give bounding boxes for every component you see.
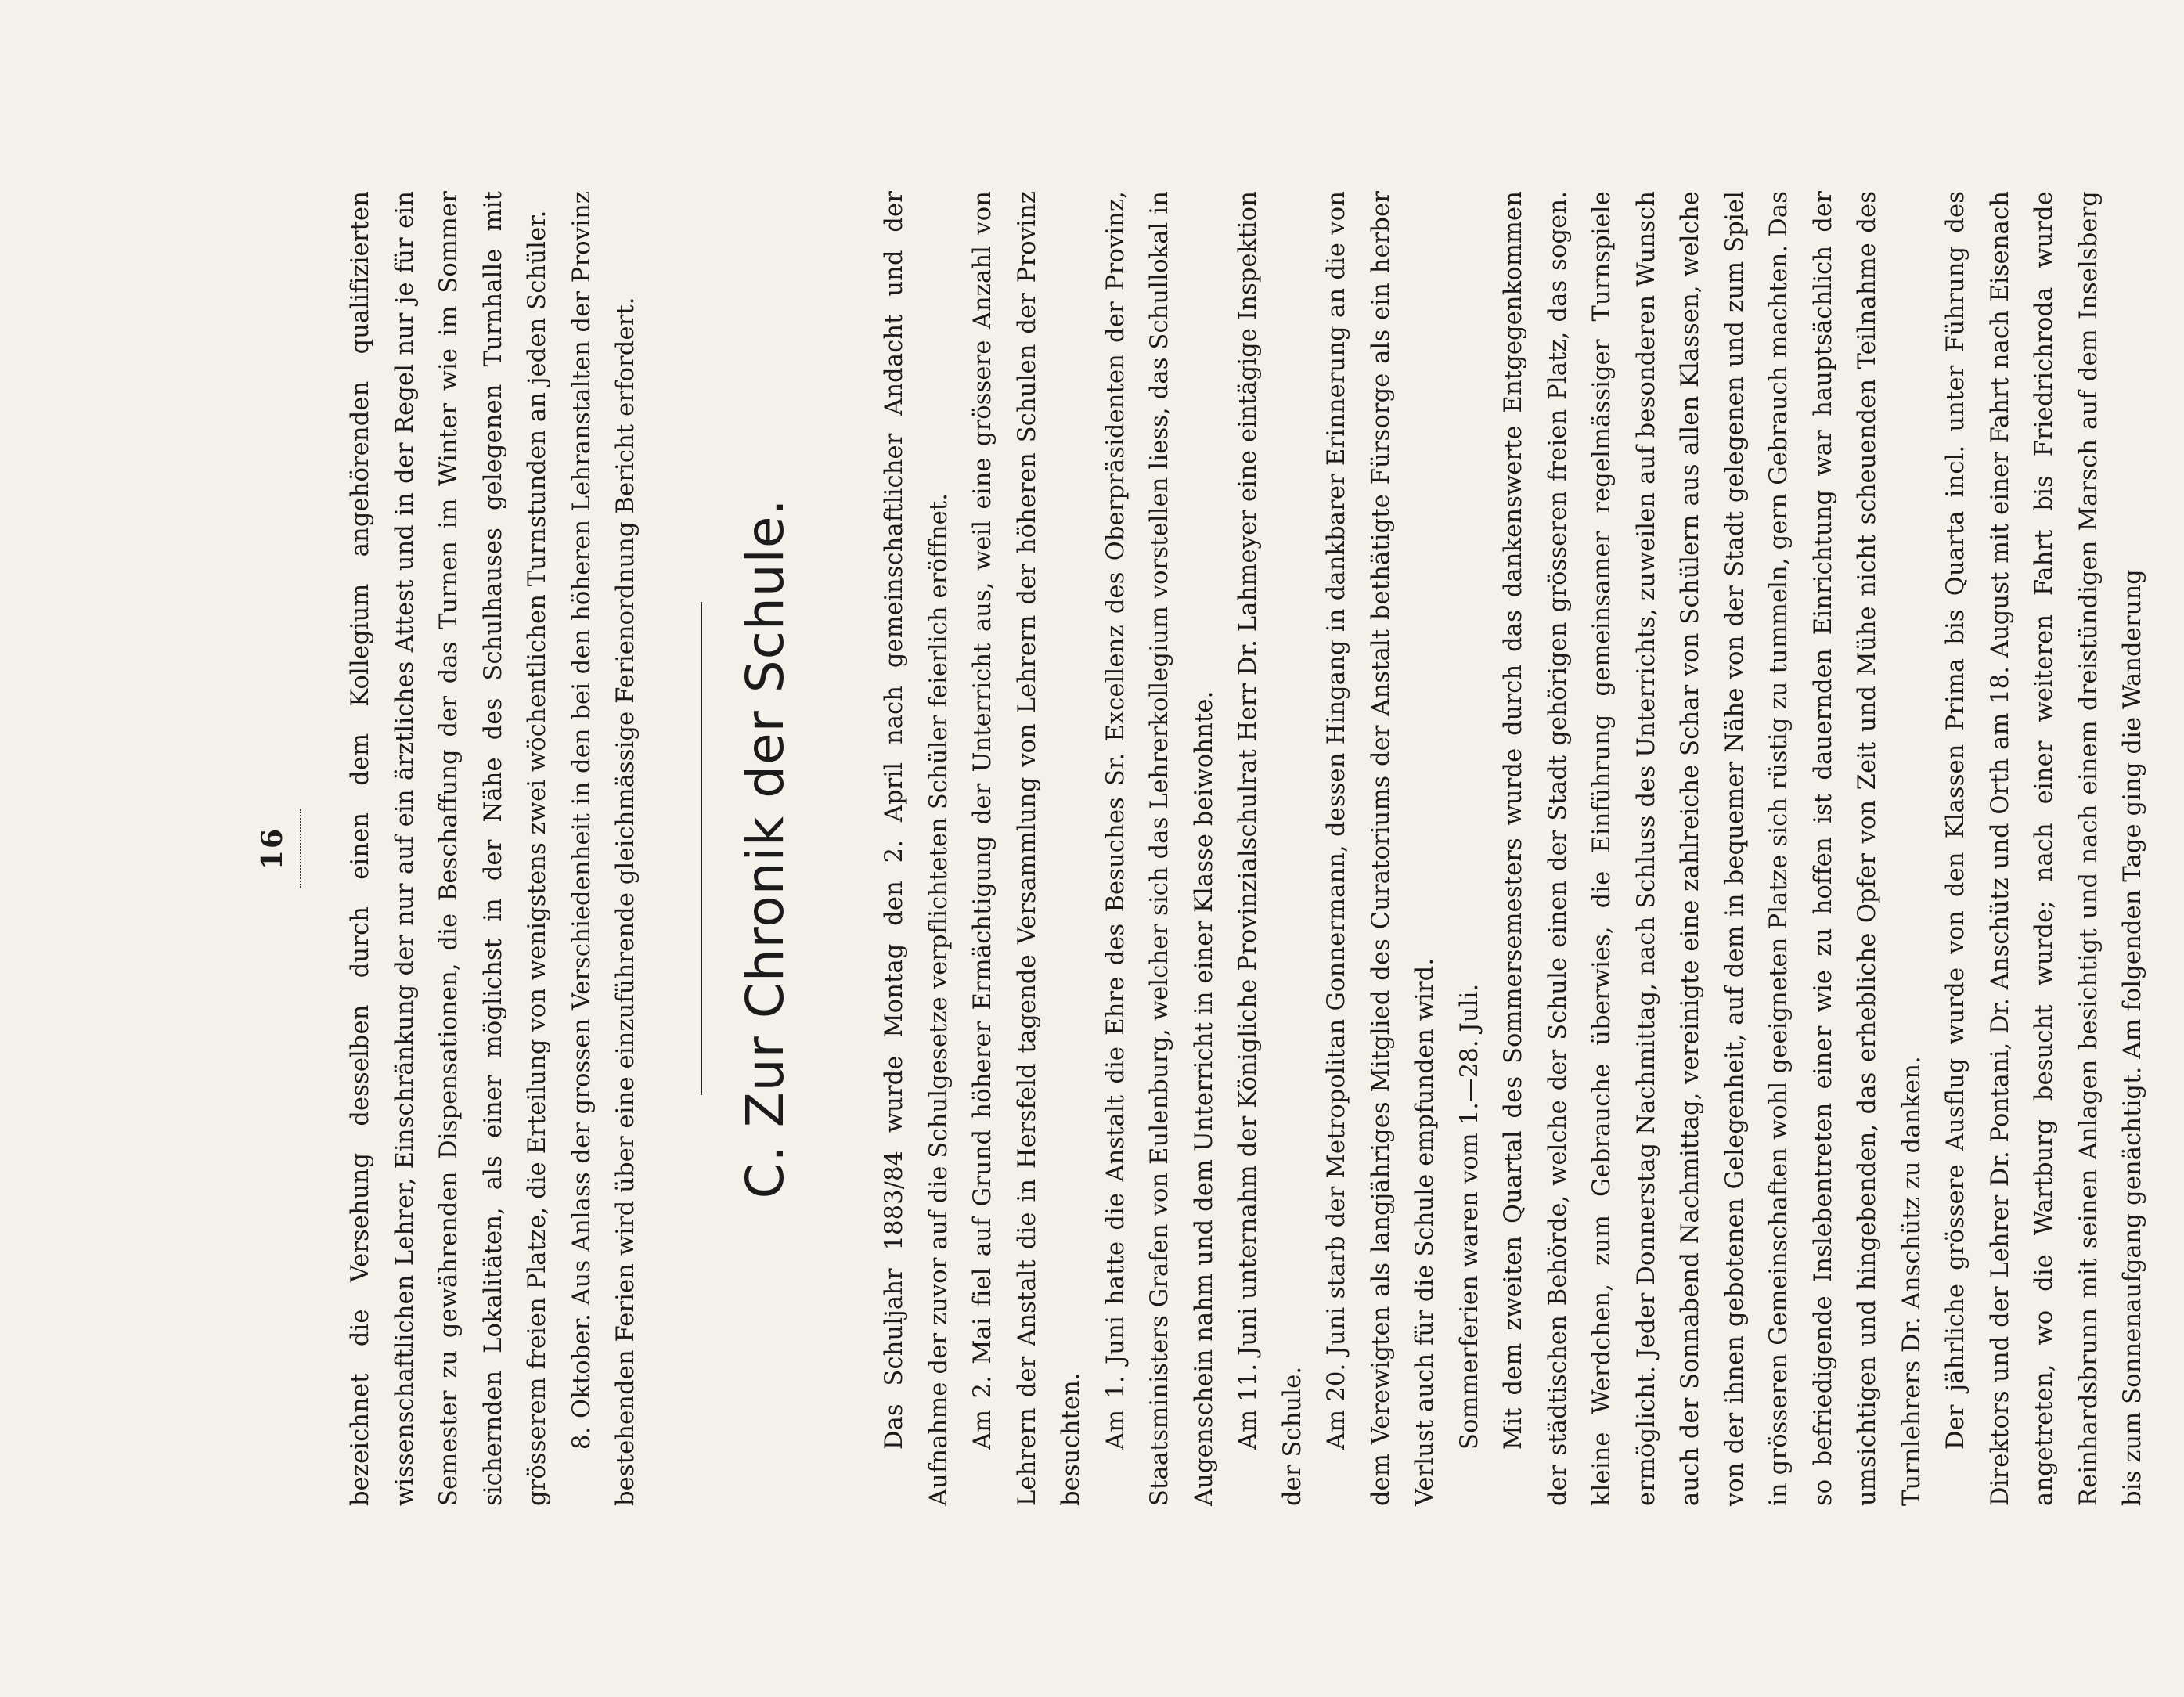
chronik-paragraph: Mit dem zweiten Quartal des Sommersemesters wurde durch das dankenswerte Entgegenkommen der städtischen Behörde, welche der Schule einen der Stadt gehörigen grösseren freien Platz, das sogen. kleine Werdchen, zum Gebrauche überwies, die Einführung gemeinsamer regelmässiger Turnspiele ermöglicht. Jeder Donnerstag Nachmittag, nach Schluss des Unterrichts, zuweilen auf besonderen Wunsch auch der Sonnabend Nachmittag, vereinigte eine zahlreiche Schar von Schülern aus allen Klassen, welche von der ihnen gebotenen Gelegenheit, auf dem in bequemer Nähe von der Stadt gelegenen und zum Spiel in grösseren Gemeinschaften wohl geeigneten Platze sich rüstig zu tummeln, gern Gebrauch machten. Das so befriedigende Inslebentreten einer wie zu hoffen ist dauernden Einrichtung war hauptsächlich der umsichtigen und hingebenden, das erhebliche Opfer von Zeit und Mühe nicht scheuenden Teilnahme des Turnlehrers Dr. Anschütz zu danken.	[1500, 191, 1926, 1506]
chronik-paragraph: Das Schuljahr 1883/84 wurde Montag den 2. April nach gemeinschaftlicher Andacht und der Aufnahme der zuvor auf die Schulgesetze verpflichteten Schüler feierlich eröffnet.	[881, 191, 953, 1506]
section-divider	[701, 602, 702, 1095]
page-number-ornament	[300, 809, 301, 888]
page-number: 16	[256, 827, 289, 870]
chronik-text	[873, 191, 2156, 1506]
intro-paragraph-2: 8. Oktober. Aus Anlass der grossen Verschiedenheit in den bei den höheren Lehranstalten der Provinz bestehenden Ferien wird über eine einzuführende gleichmässige Ferienordnung Bericht erfordert.	[568, 191, 640, 1506]
section-heading: C. Zur Chronik der Schule.	[735, 498, 795, 1199]
intro-paragraph-1: bezeichnet die Versehung desselben durch einen dem Kollegium angehörenden qualifizierten wissenschaftlichen Lehrer, Einschränkung der nur auf ein ärztliches Attest und in der Regel nur je für ein Semester zu gewährenden Dispensationen, die Beschaffung der das Turnen im Winter wie im Sommer sichernden Lokalitäten, als einer möglichst in der Nähe des Schulhauses gelegenen Turnhalle mit grösserem freien Platze, die Erteilung von wenigstens zwei wöchentlichen Turnstunden an jeden Schüler.	[347, 191, 551, 1506]
page-text-block	[184, 128, 2146, 1569]
chronik-paragraph: Am 1. Juni hatte die Anstalt die Ehre des Besuches Sr. Excellenz des Oberpräsidenten der Provinz, Staatsministers Grafen von Eulenburg, welcher sich das Lehrerkollegium vorstellen liess, das Schullokal in Augenschein nahm und dem Unterricht in einer Klasse beiwohnte.	[1101, 191, 1218, 1506]
chronik-paragraph: Am 20. Juni starb der Metropolitan Gonnermann, dessen Hingang in dankbarer Erinnerung an die von dem Verewigten als langjähriges Mitglied des Curatoriums der Anstalt bethätigte Fürsorge als ein herber Verlust auch für die Schule empfunden wird.	[1323, 191, 1439, 1506]
chronik-paragraph: Sommerferien waren vom 1.—28. Juli.	[1455, 983, 1483, 1450]
chronik-paragraph: Am 2. Mai fiel auf Grund höherer Ermächtigung der Unterricht aus, weil eine grössere Anzahl von Lehrern der Anstalt die in Hersfeld tagende Versammlung von Lehrern der höheren Schulen der Provinz besuchten.	[969, 191, 1085, 1506]
chronik-paragraph: Der jährliche grössere Ausflug wurde von den Klassen Prima bis Quarta incl. unter Führung des Direktors und der Lehrer Dr. Pontani, Dr. Anschütz und Orth am 18. August mit einer Fahrt nach Eisenach angetreten, wo die Wartburg besucht wurde; nach einer weiteren Fahrt bis Friedrichroda wurde Reinhardsbrunn mit seinen Anlagen besichtigt und nach einem dreistündigen Marsch auf dem Inselsberg bis zum Sonnenaufgang genächtigt. Am folgenden Tage ging die Wanderung	[1942, 191, 2146, 1506]
intro-text	[339, 191, 649, 1506]
chronik-paragraph: Am 11. Juni unternahm der Königliche Provinzialschulrat Herr Dr. Lahmeyer eine eintägige Inspektion der Schule.	[1234, 191, 1306, 1506]
